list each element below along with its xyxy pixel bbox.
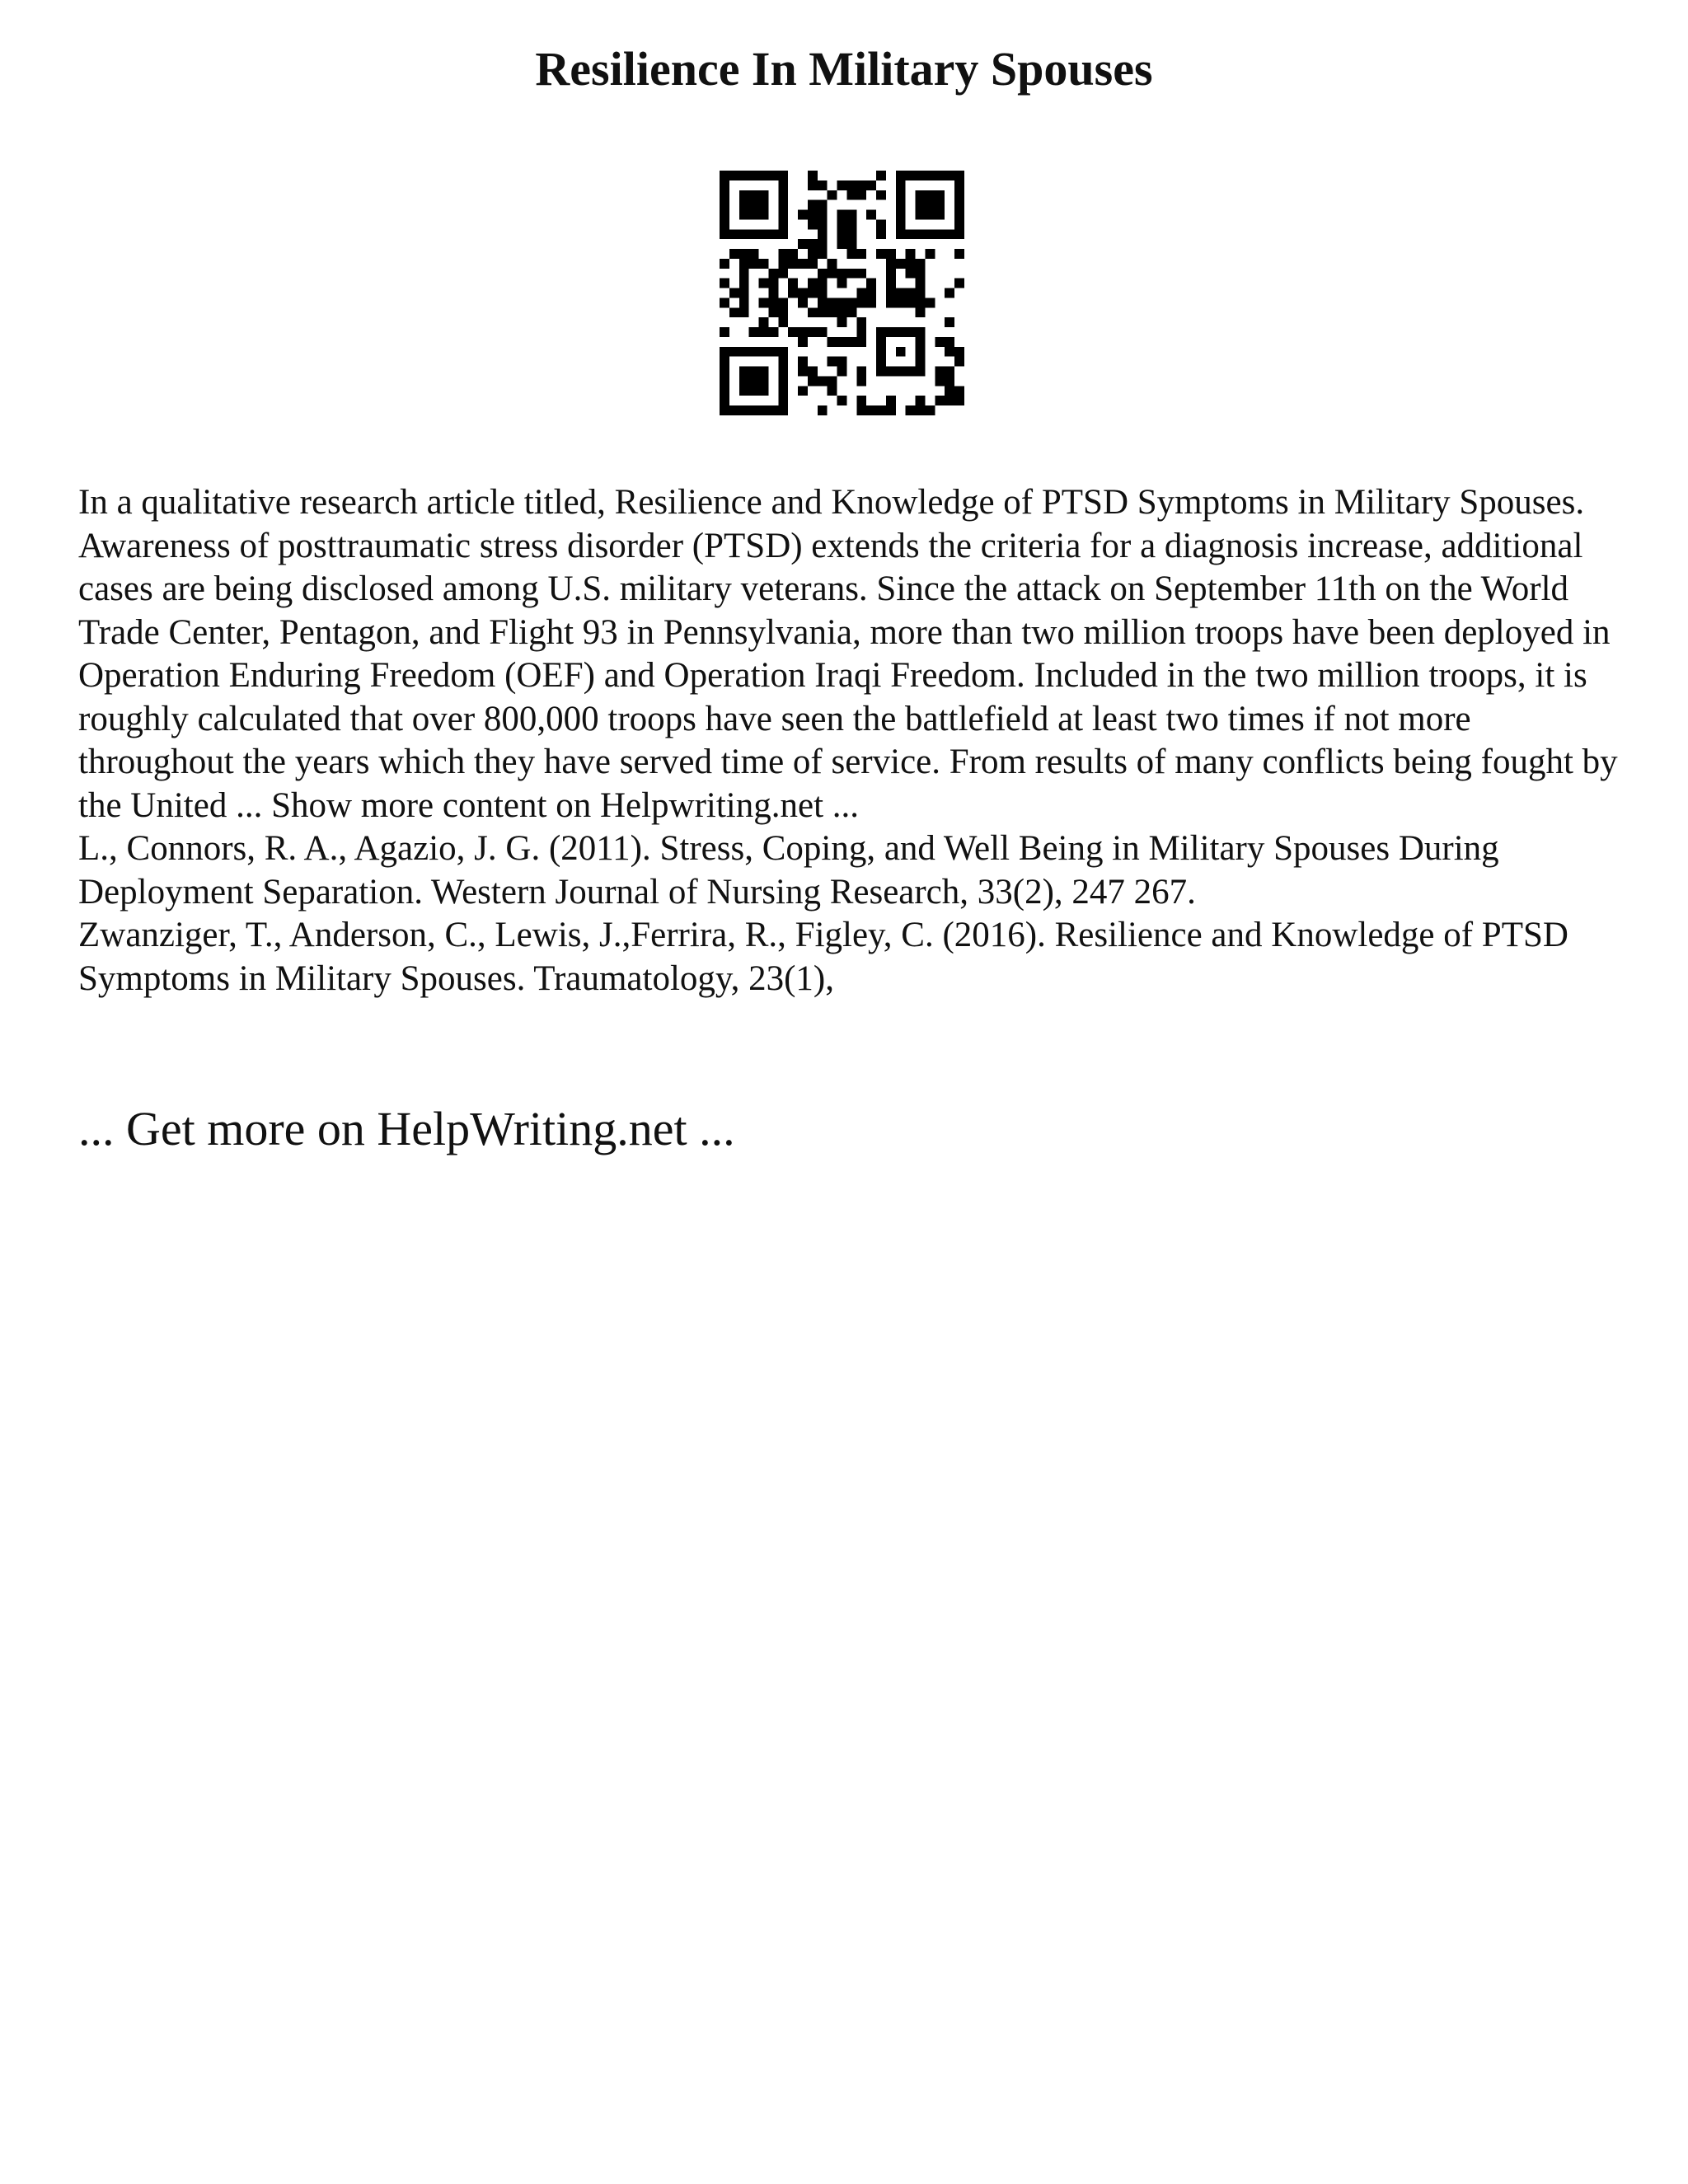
page-title: Resilience In Military Spouses xyxy=(535,42,1153,96)
intro-paragraph: In a qualitative research article titled, Resilience and Knowledge of PTSD Symptoms in Military Spouses. Awareness of posttraumatic stress disorder (PTSD) extends the criteria for a diagnosis increase, additional cases are being disclosed among U.S. military veterans. Since the attack on September 11th on the World Trade Center, Pentagon, and Flight 93 in Pennsylvania, more than two million troops have been deployed in Operation Enduring Freedom (OEF) and Operation Iraqi Freedom. Included in the two million troops, it is roughly calculated that over 800,000 troops have seen the battlefield at least two times if not more throughout the years which they have served time of service. From results of many conflicts being fought by the United ... Show more content on Helpwriting.net ... xyxy=(78,483,1618,825)
reference-connors: L., Connors, R. A., Agazio, J. G. (2011). Stress, Coping, and Well Being in Military Spouses During Deployment Separation. Western Journal of Nursing Research, 33(2), 247 267. xyxy=(78,829,1499,912)
get-more-link[interactable]: ... Get more on HelpWriting.net ... xyxy=(78,1102,735,1155)
qr-code-image xyxy=(720,171,964,415)
reference-zwanziger: Zwanziger, T., Anderson, C., Lewis, J.,Ferrira, R., Figley, C. (2016). Resilience and Knowledge of PTSD Symptoms in Military Spouses. Traumatology, 23(1), xyxy=(78,916,1568,998)
body-text xyxy=(78,481,1620,1001)
